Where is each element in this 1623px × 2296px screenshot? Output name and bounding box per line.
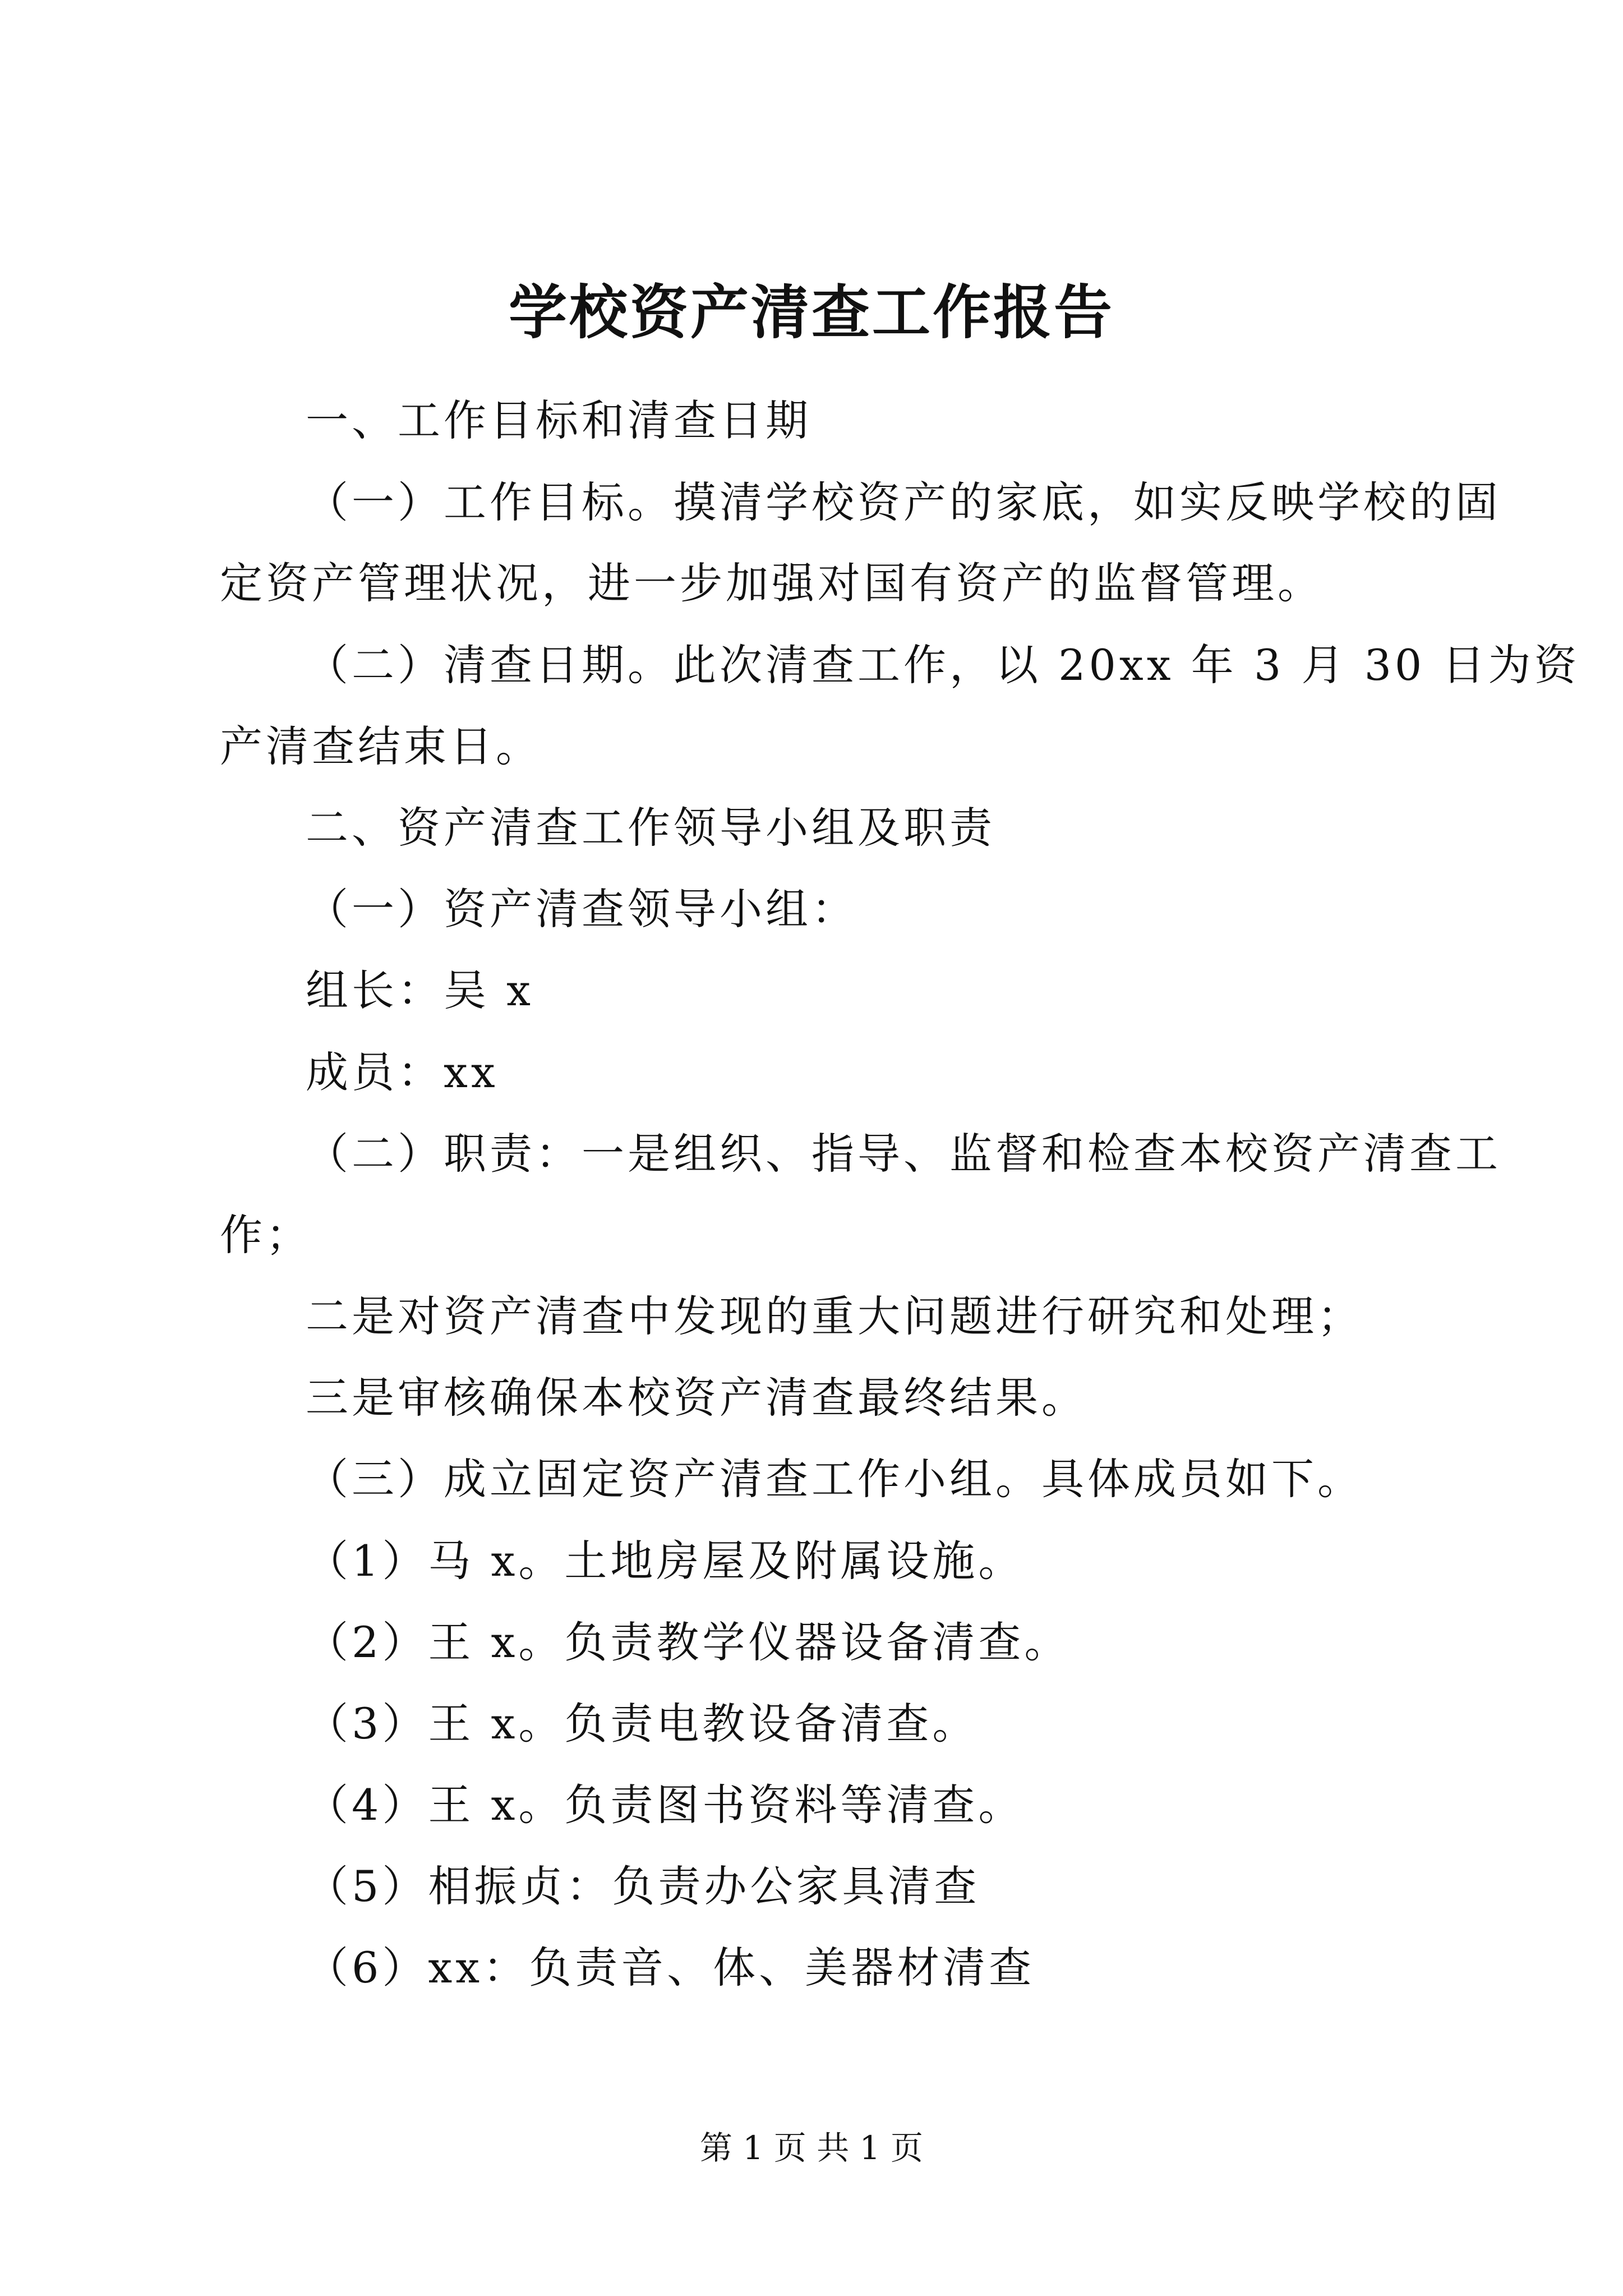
- document-title: 学校资产清查工作报告: [508, 278, 1114, 347]
- section-heading-1: 一、工作目标和清查日期: [306, 395, 811, 445]
- list-item: （5）相振贞：负责办公家具清查: [306, 1861, 980, 1911]
- paragraph-line: （三）成立固定资产清查工作小组。具体成员如下。: [306, 1454, 1363, 1504]
- list-item: （1）马 x。土地房屋及附属设施。: [306, 1536, 1025, 1586]
- paragraph-line: 三是审核确保本校资产清查最终结果。: [306, 1373, 1087, 1423]
- list-item: （2）王 x。负责教学仪器设备清查。: [306, 1617, 1071, 1667]
- paragraph-line: 作；: [220, 1210, 312, 1260]
- list-item: （6）xx：负责音、体、美器材清查: [306, 1943, 1035, 1993]
- paragraph-line: 定资产管理状况，进一步加强对国有资产的监督管理。: [220, 558, 1324, 608]
- paragraph-line: 二是对资产清查中发现的重大问题进行研究和处理；: [306, 1291, 1363, 1341]
- leader-line: 组长：吴 x: [306, 965, 534, 1015]
- section-heading-2: 二、资产清查工作领导小组及职责: [306, 803, 995, 853]
- list-item: （4）王 x。负责图书资料等清查。: [306, 1780, 1025, 1830]
- paragraph-line: （一）工作目标。摸清学校资产的家底，如实反映学校的固: [306, 477, 1501, 527]
- paragraph-line: （一）资产清查领导小组：: [306, 884, 857, 934]
- page-footer: 第 1 页 共 1 页: [700, 2129, 923, 2167]
- list-item: （3）王 x。负责电教设备清查。: [306, 1699, 979, 1749]
- paragraph-line: （二）清查日期。此次清查工作，以 20xx 年 3 月 30 日为资: [306, 640, 1580, 690]
- paragraph-line: 产清查结束日。: [220, 721, 542, 771]
- members-line: 成员：xx: [306, 1047, 499, 1097]
- paragraph-line: （二）职责：一是组织、指导、监督和检查本校资产清查工: [306, 1129, 1501, 1179]
